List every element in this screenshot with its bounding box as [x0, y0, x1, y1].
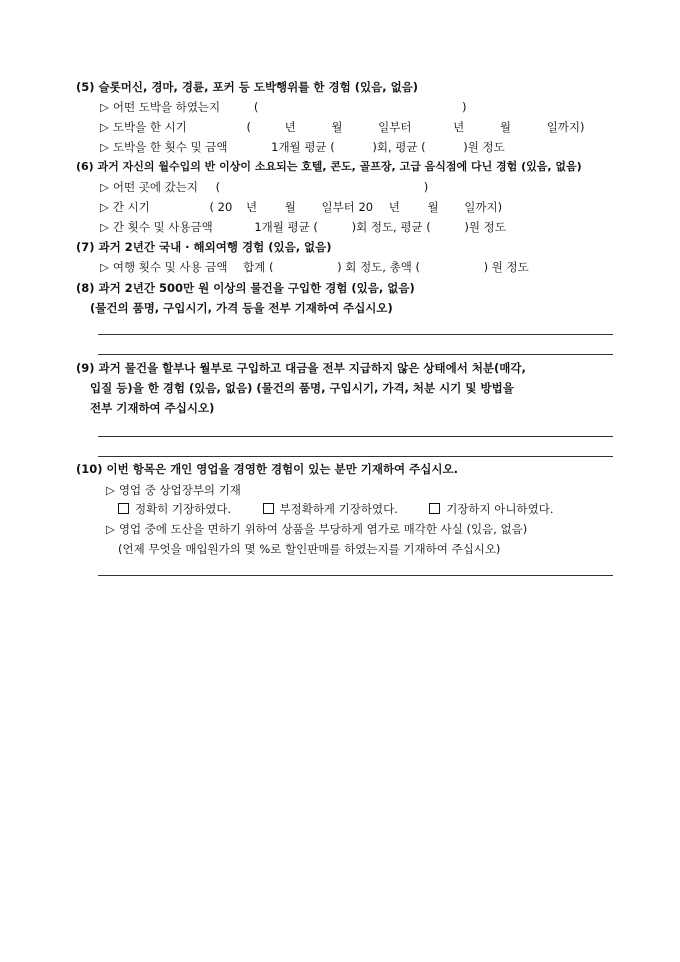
section-10-sale-note: (언제 무엇을 매입원가의 몇 %로 할인판매를 하였는지를 기재하여 주십시오) [118, 542, 501, 556]
paren-open: ( [253, 100, 259, 114]
paren-close: ) [423, 180, 429, 194]
section-5-heading: (5) 슬롯머신, 경마, 경륜, 포커 등 도박행위를 한 경험 (있음, 없음) [76, 80, 419, 94]
option-label: 부정확하게 기장하였다. [279, 502, 398, 516]
item-label: 도박을 한 횟수 및 금액 [112, 140, 228, 154]
section-10-ledger [106, 483, 241, 497]
won-label: )원 정도 [463, 140, 505, 154]
section-6-heading: (6) 과거 자신의 월수입의 반 이상이 소요되는 호텔, 콘도, 골프장, 고급 음식점에 다닌 경험 (있음, 없음) [76, 160, 582, 173]
times-label: )회, 평균 ( [372, 140, 426, 154]
section-5-item-amount [100, 140, 505, 154]
answer-line-9a[interactable] [98, 436, 613, 437]
option-inaccurate[interactable] [263, 502, 398, 516]
triangle-bullet-icon: ▷ [100, 120, 109, 134]
checkbox-icon[interactable] [429, 503, 440, 514]
paren-close: ) [461, 100, 467, 114]
option-accurate[interactable] [118, 502, 231, 516]
from-label: 일부터 [378, 120, 412, 134]
section-6-item-place [100, 180, 428, 194]
section-5-item-type [100, 100, 466, 114]
until-label: 일까지) [546, 120, 585, 134]
paren-open: ( [215, 180, 221, 194]
from-label: 일부터 20 [321, 200, 374, 214]
section-7-heading: (7) 과거 2년간 국내 · 해외여행 경험 (있음, 없음) [76, 240, 332, 254]
checkbox-icon[interactable] [263, 503, 274, 514]
item-label: 어떤 도박을 하였는지 [112, 100, 221, 114]
month-label: 월 [331, 120, 343, 134]
sale-label: 영업 중에 도산을 면하기 위하여 상품을 부당하게 염가로 매각한 사실 (있음, 없음) [118, 522, 528, 536]
times-label: )회 정도, 평균 ( [351, 220, 431, 234]
monthly-label: 1개월 평균 ( [271, 140, 335, 154]
year-label: 년 [453, 120, 465, 134]
section-9-line-1: (9) 과거 물건을 할부나 월부로 구입하고 대금을 전부 지급하지 않은 상태에서 처분(매각, [76, 361, 526, 375]
triangle-bullet-icon: ▷ [100, 200, 109, 214]
section-9-line-2: 입질 등)을 한 경험 (있음, 없음) (물건의 품명, 구입시기, 가격, 처분 시기 및 방법을 [90, 381, 514, 395]
section-9-line-3: 전부 기재하여 주십시오) [90, 401, 215, 415]
month-label: 월 [284, 200, 296, 214]
answer-line-10[interactable] [98, 575, 613, 576]
item-label: 간 횟수 및 사용금액 [112, 220, 213, 234]
ledger-label: 영업 중 상업장부의 기재 [118, 483, 241, 497]
section-8-heading: (8) 과거 2년간 500만 원 이상의 물건을 구입한 경험 (있음, 없음) [76, 281, 415, 295]
section-10-heading: (10) 이번 항목은 개인 영업을 경영한 경험이 있는 분만 기재하여 주십시오. [76, 462, 458, 476]
until-label: 일까지) [464, 200, 503, 214]
checkbox-icon[interactable] [118, 503, 129, 514]
section-6-item-period [100, 200, 502, 214]
answer-line-8b[interactable] [98, 354, 613, 355]
month-label: 월 [499, 120, 512, 134]
answer-line-8a[interactable] [98, 334, 613, 335]
year-label: 년 [388, 200, 400, 214]
item-label: 여행 횟수 및 사용 금액 [112, 260, 228, 274]
section-6-item-amount [100, 220, 506, 234]
month-label: 월 [427, 200, 439, 214]
triangle-bullet-icon: ▷ [100, 140, 109, 154]
option-label: 정확히 기장하였다. [135, 502, 232, 516]
triangle-bullet-icon: ▷ [100, 180, 109, 194]
option-label: 기장하지 아니하였다. [446, 502, 554, 516]
monthly-label: 1개월 평균 ( [254, 220, 318, 234]
section-10-options [118, 502, 554, 516]
item-label: 간 시기 [112, 200, 150, 214]
year-label: 년 [245, 200, 258, 214]
triangle-bullet-icon: ▷ [106, 522, 115, 536]
times-label: ) 회 정도, 총액 ( [337, 260, 420, 274]
answer-line-9b[interactable] [98, 456, 613, 457]
triangle-bullet-icon: ▷ [100, 100, 109, 114]
item-label: 도박을 한 시기 [112, 120, 187, 134]
section-10-sale [106, 522, 527, 536]
triangle-bullet-icon: ▷ [106, 483, 115, 497]
section-7-item-travel [100, 260, 529, 274]
paren-open: ( 20 [209, 200, 233, 214]
item-label: 어떤 곳에 갔는지 [112, 180, 198, 194]
total-label: 합계 ( [243, 260, 274, 274]
section-8-note: (물건의 품명, 구입시기, 가격 등을 전부 기재하여 주십시오) [90, 301, 393, 315]
section-5-item-period [100, 120, 585, 134]
won-label: )원 정도 [464, 220, 506, 234]
won-label: ) 원 정도 [483, 260, 529, 274]
option-not-recorded[interactable] [429, 502, 553, 516]
paren-open: ( [246, 120, 251, 134]
triangle-bullet-icon: ▷ [100, 220, 109, 234]
year-label: 년 [284, 120, 296, 134]
triangle-bullet-icon: ▷ [100, 260, 109, 274]
